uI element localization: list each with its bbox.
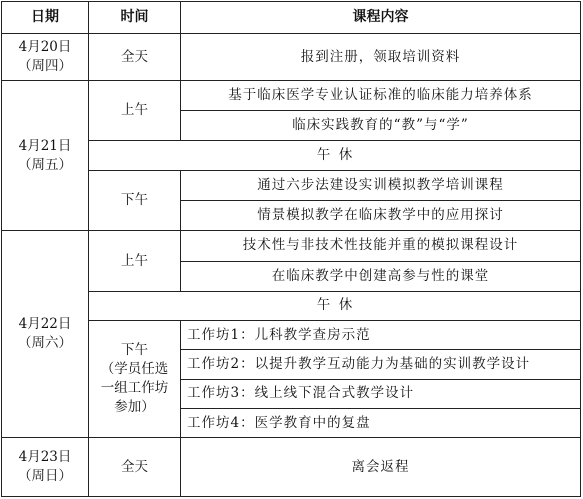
header-time: 时间 xyxy=(89,2,181,34)
weekday-label: （周四） xyxy=(18,58,72,75)
content-cell: 技术性与非技术性技能并重的模拟课程设计 xyxy=(181,231,581,261)
session-label: 下午 xyxy=(121,342,148,359)
table-row xyxy=(2,321,581,350)
content-cell: 临床实践教育的“教”与“学” xyxy=(181,111,581,141)
date-cell xyxy=(2,80,89,230)
session-note: （学员任选 xyxy=(100,361,169,378)
date-label: 4月20日 xyxy=(18,39,72,56)
table-row xyxy=(2,291,581,320)
content-cell: 基于临床医学专业认证标准的临床能力培养体系 xyxy=(181,80,581,110)
table-row xyxy=(2,34,581,80)
date-cell xyxy=(2,231,89,438)
header-date: 日期 xyxy=(2,2,89,34)
content-cell: 离会返程 xyxy=(181,438,581,497)
session-cell: 上午 xyxy=(89,80,181,141)
session-cell: 全天 xyxy=(89,34,181,80)
weekday-label: （周五） xyxy=(18,156,72,173)
lunch-break-cell: 午 休 xyxy=(89,141,581,170)
content-cell: 在临床教学中创建高参与性的课堂 xyxy=(181,261,581,291)
table-row xyxy=(2,231,581,261)
table-row xyxy=(2,80,581,110)
date-cell xyxy=(2,438,89,497)
header-row xyxy=(2,2,581,34)
weekday-label: （周六） xyxy=(18,335,72,352)
workshop-cell: 工作坊2：以提升教学互动能力为基础的实训教学设计 xyxy=(181,350,581,379)
lunch-break-cell: 午 休 xyxy=(89,291,581,320)
date-cell xyxy=(2,34,89,80)
content-cell: 通过六步法建设实训模拟教学培训课程 xyxy=(181,170,581,200)
workshop-cell: 工作坊1：儿科教学查房示范 xyxy=(181,321,581,350)
session-note: 参加） xyxy=(114,399,155,416)
weekday-label: （周日） xyxy=(18,468,72,485)
table-row xyxy=(2,438,581,497)
date-label: 4月22日 xyxy=(18,316,72,333)
session-cell: 下午 xyxy=(89,170,181,231)
session-cell: 上午 xyxy=(89,231,181,292)
table-row xyxy=(2,141,581,170)
session-cell: 全天 xyxy=(89,438,181,497)
content-cell: 报到注册，领取培训资料 xyxy=(181,34,581,80)
session-note: 一组工作坊 xyxy=(100,380,169,397)
schedule-table xyxy=(1,1,581,497)
header-content: 课程内容 xyxy=(181,2,581,34)
content-cell: 情景模拟教学在临床教学中的应用探讨 xyxy=(181,200,581,230)
date-label: 4月23日 xyxy=(18,449,72,466)
date-label: 4月21日 xyxy=(18,137,72,154)
session-cell xyxy=(89,321,181,438)
workshop-cell: 工作坊4：医学教育中的复盘 xyxy=(181,408,581,437)
workshop-cell: 工作坊3：线上线下混合式教学设计 xyxy=(181,379,581,408)
table-row xyxy=(2,170,581,200)
